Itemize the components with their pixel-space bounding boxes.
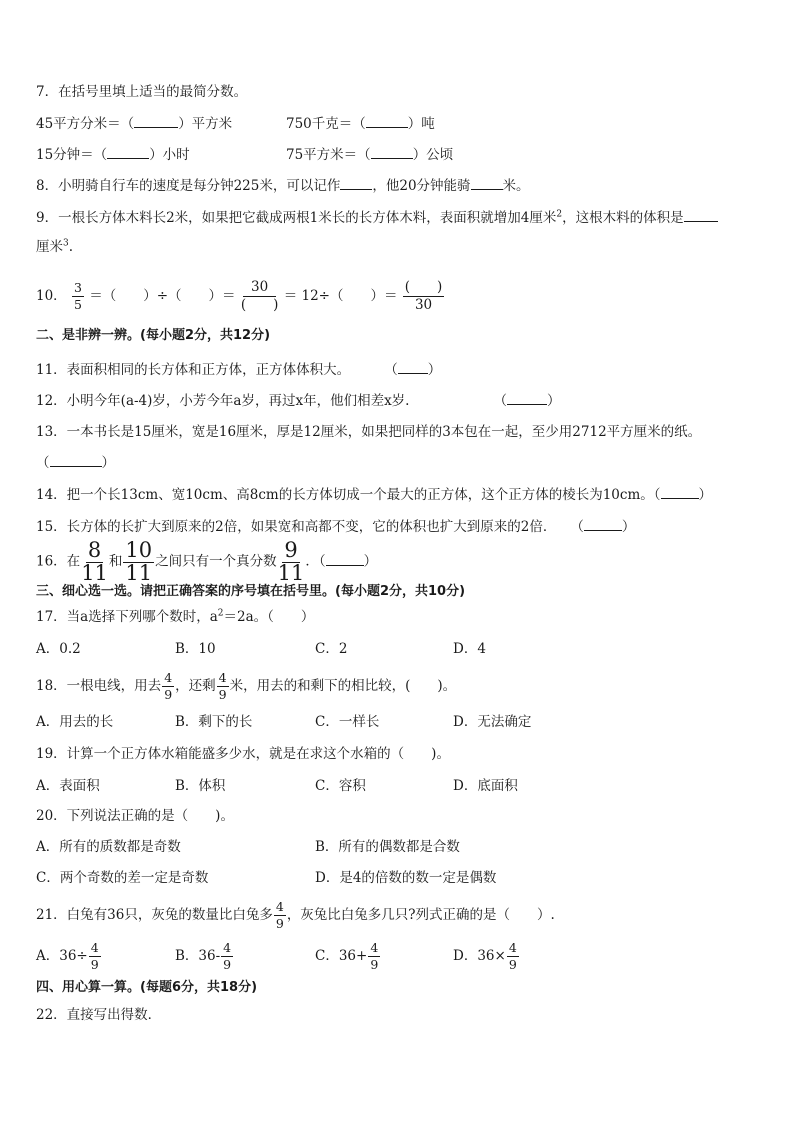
numerator-blank[interactable]: ( ) [403,281,445,298]
q8-part3: 米。 [502,178,530,194]
answer-blank[interactable] [366,113,408,128]
q7-a-left: 45平方分米＝（ [36,116,135,132]
section-title: 四、用心算一算。(每题6分，共18分) [36,980,258,995]
fraction [221,939,233,972]
denominator: 30 [414,297,433,313]
q8 [36,175,530,196]
fraction [240,278,279,313]
answer-blank[interactable] [584,516,622,531]
q21-text: ，灰兔比白兔多几只?列式正确的是（ ）. [286,907,555,923]
q13-answer [36,452,115,473]
q17-option-d[interactable]: D．4 [453,641,486,657]
fraction [89,939,101,972]
q7-item-c [36,144,190,165]
numerator: 8 [87,538,102,562]
q17-option-a[interactable]: A．0.2 [36,641,81,657]
q17-option-b[interactable]: B．10 [175,641,216,657]
q16-text: 和 [108,553,123,570]
answer-blank[interactable] [107,144,149,159]
q7-d-left: 75平方米＝（ [286,147,371,163]
denominator-blank[interactable]: ( ) [240,297,279,313]
q7-c-right: ）小时 [149,147,190,163]
q20-option-c[interactable]: C．两个奇数的差一定是奇数 [36,870,209,886]
option-text: A．36÷ [36,948,88,964]
q7-a-right: ）平方米 [178,116,233,132]
denominator: 11 [81,561,108,585]
denominator: 11 [277,561,305,585]
answer-blank[interactable] [134,113,178,128]
q9-text: 9．一根长方体木料长2米，如果把它截成两根1米长的长方体木料，表面积就增加4厘米 [36,210,557,226]
q7-b-left: 750千克＝（ [286,116,366,132]
fraction [507,939,519,972]
numerator: 30 [243,281,276,298]
q20-option-d[interactable]: D．是4的倍数的数一定是偶数 [315,870,497,886]
q9-unit: 厘米 [36,239,63,255]
paren: （ [36,455,50,471]
q8-part1: 8．小明骑自行车的速度是每分钟225米，可以记作 [36,178,341,194]
denominator: 9 [508,957,517,972]
q7-d-right: ）公顷 [412,147,454,163]
option-text: D．36× [453,948,506,964]
answer-blank[interactable] [50,452,102,467]
q22-stem: 22．直接写出得数． [36,1007,162,1023]
q21-option-a[interactable] [36,936,102,976]
numerator: 10 [125,538,153,562]
q16 [36,540,377,584]
q17-option-c[interactable]: C．2 [315,641,348,657]
paren: （ [493,393,507,409]
q21-option-c[interactable] [315,936,381,976]
q18-option-c[interactable]: C．一样长 [315,714,380,730]
q7-stem: 7．在括号里填上适当的最简分数。 [36,84,248,100]
q7-item-d [286,144,453,165]
q17-stem [36,607,314,627]
q12 [36,390,560,411]
denominator: 9 [218,687,227,702]
section-title: 二、是非辨一辨。(每小题2分，共12分) [36,328,271,343]
q18-text: 米，用去的和剩下的相比较，( )。 [229,678,457,694]
q13: 13．一本书长是15厘米，宽是16厘米，厚是12厘米，如果把同样的3本包在一起，至少用2712平方厘米的纸。 [36,424,702,440]
answer-blank[interactable] [661,484,699,499]
q19-stem: 19．计算一个正方体水箱能盛多少水，就是在求这个水箱的（ )。 [36,746,450,762]
numerator: 4 [221,942,233,958]
q18-option-a[interactable]: A．用去的长 [36,714,114,730]
paren: （ [318,553,326,570]
fraction [72,279,84,312]
option-text: B．36- [175,948,221,964]
q9-line2 [36,237,73,257]
q12-text: 12．小明今年(a-4)岁，小芳今年a岁，再过x年，他们相差x岁. [36,393,410,409]
answer-blank[interactable] [471,175,503,190]
q10-expression: ＝（ ）÷（ ）＝ [89,288,236,304]
paren: ） [101,455,115,471]
q15 [36,516,635,537]
q19-option-a[interactable]: A．表面积 [36,778,100,794]
denominator: 9 [370,957,379,972]
q19-option-d[interactable]: D．底面积 [453,778,518,794]
q7-item-b [286,113,435,134]
q21-option-b[interactable] [175,936,234,976]
answer-blank[interactable] [507,390,547,405]
numerator: 9 [284,538,298,562]
q18-stem [36,666,456,706]
q10-label: 10． [36,288,67,304]
q19-option-c[interactable]: C．容积 [315,778,366,794]
q20-option-b[interactable]: B．所有的偶数都是合数 [315,839,460,855]
q10 [36,274,445,318]
fraction [278,540,305,584]
q17-text: ＝2a。（ ） [223,609,315,625]
answer-blank[interactable] [340,175,372,190]
q10-expression: ＝ 12÷（ ）＝ [283,288,398,304]
exponent: 2 [217,608,224,619]
denominator: 9 [164,687,173,702]
q18-text: ，还剩 [175,678,216,694]
fraction [123,540,154,584]
fraction [274,898,286,931]
q16-label: 16．在 [36,553,81,570]
q15-text: 15．长方体的长扩大到原来的2倍，如果宽和高都不变，它的体积也扩大到原来的2倍． [36,519,557,535]
paren: （ [570,519,584,535]
q14 [36,484,712,505]
denominator: 9 [275,916,284,931]
q18-text: 18．一根电线，用去 [36,678,162,694]
paren: ） [546,393,561,409]
denominator: 9 [223,957,232,972]
answer-blank[interactable] [398,359,428,374]
q9-superscript: 2 [556,209,563,220]
numerator: 3 [72,282,84,298]
option-text: C．36+ [315,948,368,964]
denominator: 5 [73,297,82,312]
q21-option-d[interactable] [453,936,520,976]
paren: ） [427,362,442,378]
q9-text-end: ，这根木料的体积是 [562,210,684,226]
q14-text: 14．把一个长13cm、宽10cm、高8cm的长方体切成一个最大的正方体，这个正方体的棱长为10cm。 [36,487,654,503]
numerator: 4 [217,672,229,688]
q7-c-left: 15分钟＝（ [36,147,108,163]
section-title: 三、细心选一选。请把正确答案的序号填在括号里。(每小题2分，共10分) [36,584,466,599]
numerator: 4 [89,942,101,958]
q11 [36,359,441,380]
q18-option-b[interactable]: B．剩下的长 [175,714,253,730]
fraction [162,669,174,702]
paren: （ [653,487,661,503]
q20-stem: 20．下列说法正确的是（ )。 [36,808,234,824]
q21-text: 21．白兔有36只，灰兔的数量比白兔多 [36,907,273,923]
fraction [403,278,445,313]
answer-blank[interactable] [371,144,413,159]
paren: ） [698,487,712,503]
q9-line1 [36,207,718,228]
q21-stem [36,895,555,935]
numerator: 4 [274,901,286,917]
paren: ） [621,519,636,535]
q8-part2: ，他20分钟能骑 [372,178,471,194]
numerator: 4 [368,942,380,958]
q16-text: 之间只有一个真分数 [155,553,277,570]
q16-period: ． [305,553,319,570]
paren: （ [384,362,398,378]
denominator: 11 [125,561,153,585]
answer-blank[interactable] [684,207,718,222]
q17-text: 17．当a选择下列哪个数时，a [36,609,218,625]
fraction [81,540,108,584]
answer-blank[interactable] [326,551,364,566]
fraction [217,669,229,702]
denominator: 9 [90,957,99,972]
numerator: 4 [162,672,174,688]
q20-option-a[interactable]: A．所有的质数都是奇数 [36,839,181,855]
q19-option-b[interactable]: B．体积 [175,778,226,794]
q18-option-d[interactable]: D．无法确定 [453,714,532,730]
q7-b-right: ）吨 [407,116,435,132]
fraction [368,939,380,972]
q9-superscript: 3 [63,238,69,249]
q7-item-a [36,113,232,134]
numerator: 4 [507,942,519,958]
q11-text: 11．表面积相同的长方体和正方体，正方体体积大。 [36,362,351,378]
q9-period: . [68,239,74,255]
paren: ） [363,553,378,570]
